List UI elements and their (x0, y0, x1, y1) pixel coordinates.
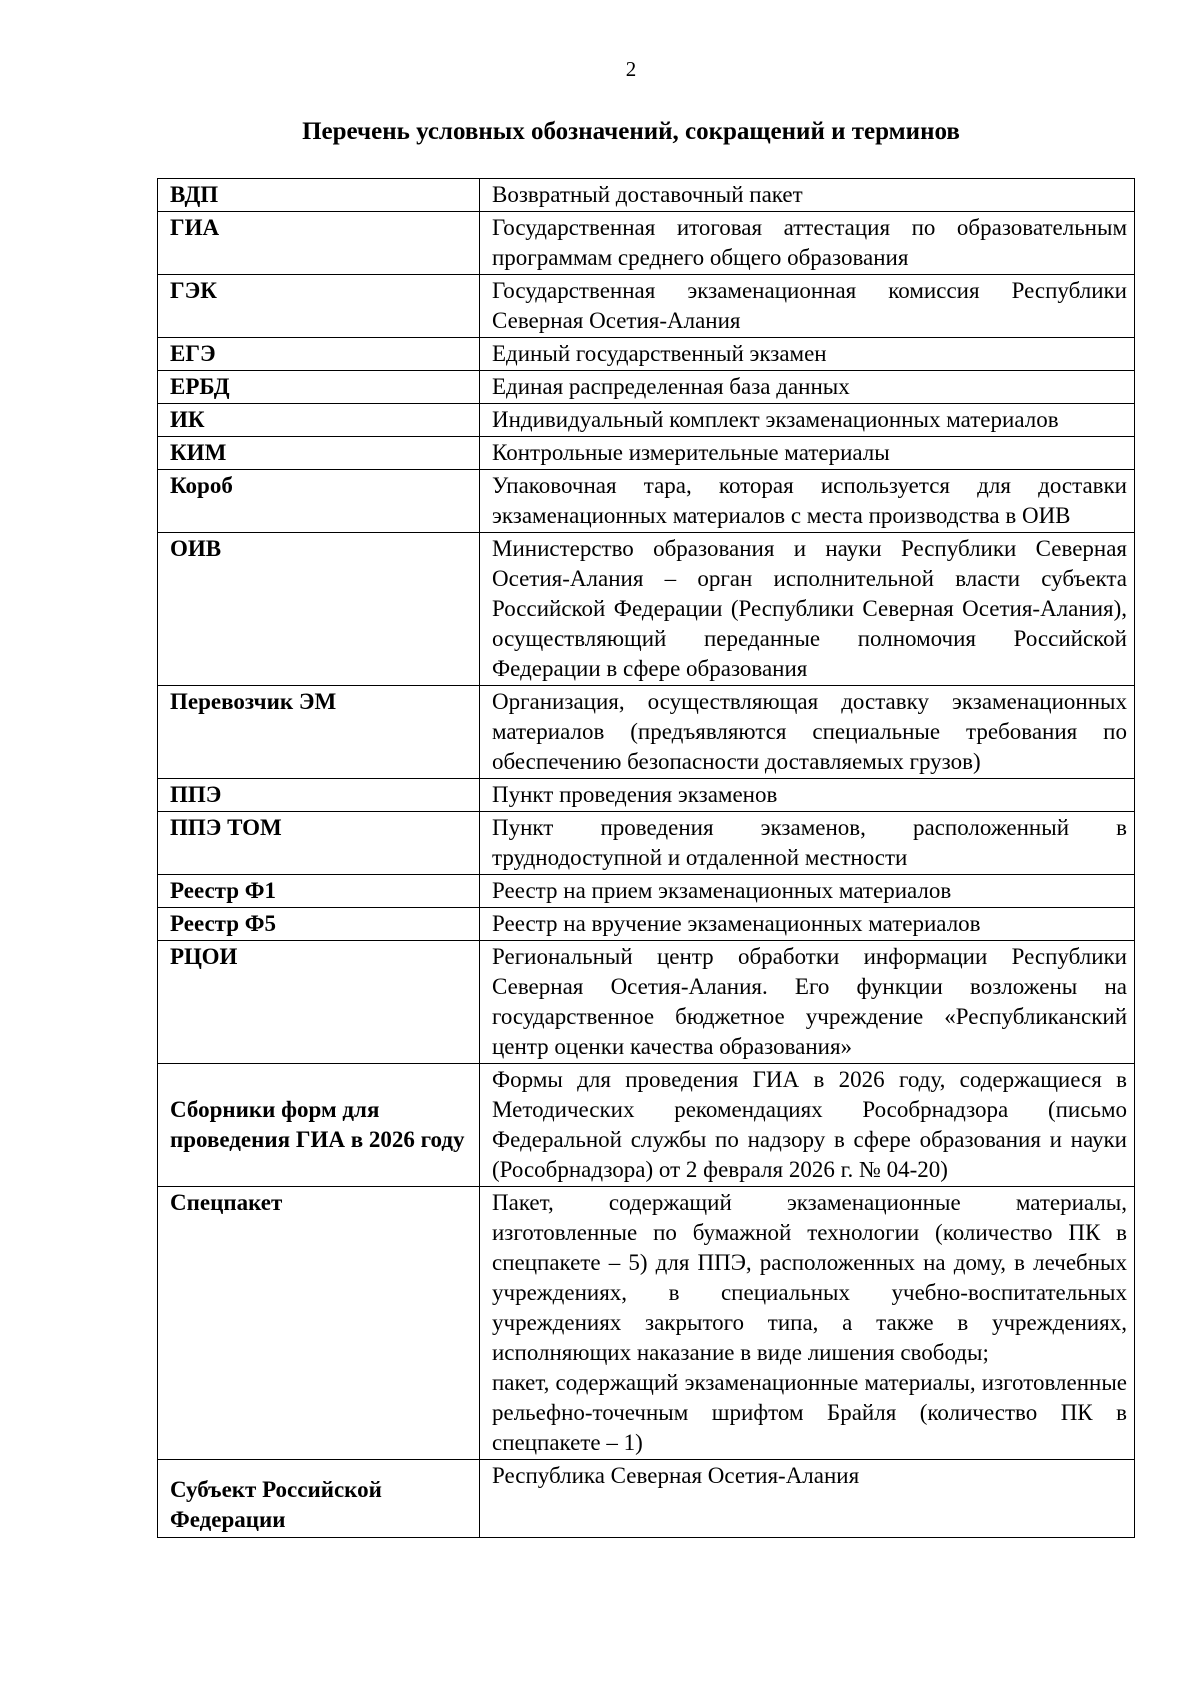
page-number: 2 (625, 57, 637, 81)
definition-cell: Пункт проведения экзаменов, расположенный в труднодоступной и отдаленной местности (480, 812, 1135, 875)
definition-cell (480, 1187, 1135, 1460)
document-title: Перечень условных обозначений, сокращений и терминов (302, 118, 960, 145)
table-row (158, 875, 1135, 908)
table-row (158, 404, 1135, 437)
table-row (158, 212, 1135, 275)
definition-cell: Пункт проведения экзаменов (480, 779, 1135, 812)
table-row (158, 812, 1135, 875)
term-cell: Реестр Ф5 (158, 908, 480, 941)
term-cell: ИК (158, 404, 480, 437)
table-row (158, 179, 1135, 212)
table-row (158, 371, 1135, 404)
table-row (158, 686, 1135, 779)
definition-cell: Республика Северная Осетия-Алания (480, 1460, 1135, 1538)
table-row (158, 275, 1135, 338)
term-cell: ГЭК (158, 275, 480, 338)
definition-cell: Формы для проведения ГИА в 2026 году, содержащиеся в Методических рекомендациях Рособрнадзора (письмо Федеральной службы по надзору в сфере образования и науки (Рособрнадзора) от 2 февраля 2026 г. № 04-20) (480, 1064, 1135, 1187)
definition-paragraph: Пакет, содержащий экзаменационные материалы, изготовленные по бумажной технологии (количество ПК в спецпакете – 5) для ППЭ, расположенных на дому, в лечебных учреждениях, в специальных учебно-воспитательных учреждениях закрытого типа, а также в учреждениях, исполняющих наказание в виде лишения свободы; (492, 1190, 1127, 1365)
term-cell: ППЭ ТОМ (158, 812, 480, 875)
table-row (158, 533, 1135, 686)
definition-cell: Единая распределенная база данных (480, 371, 1135, 404)
term-cell: КИМ (158, 437, 480, 470)
term-cell: Спецпакет (158, 1187, 480, 1460)
definition-paragraph: пакет, содержащий экзаменационные материалы, изготовленные рельефно-точечным шрифтом Брайля (количество ПК в спецпакете – 1) (492, 1370, 1127, 1455)
table-row (158, 1460, 1135, 1538)
definition-cell: Государственная итоговая аттестация по образовательным программам среднего общего образования (480, 212, 1135, 275)
definition-cell: Упаковочная тара, которая используется для доставки экзаменационных материалов с места производства в ОИВ (480, 470, 1135, 533)
table-row (158, 470, 1135, 533)
definition-cell: Реестр на вручение экзаменационных материалов (480, 908, 1135, 941)
term-cell: ГИА (158, 212, 480, 275)
term-cell: Перевозчик ЭМ (158, 686, 480, 779)
table-row (158, 779, 1135, 812)
term-text: Субъект Российской Федерации (170, 1477, 382, 1532)
definition-cell: Индивидуальный комплект экзаменационных материалов (480, 404, 1135, 437)
definition-cell: Региональный центр обработки информации Республики Северная Осетия-Алания. Его функции возложены на государственное бюджетное учреждение «Республиканский центр оценки качества образования» (480, 941, 1135, 1064)
term-cell: ОИВ (158, 533, 480, 686)
term-cell: Сборники форм для проведения ГИА в 2026 году (158, 1064, 480, 1187)
definition-cell: Организация, осуществляющая доставку экзаменационных материалов (предъявляются специальные требования по обеспечению безопасности доставляемых грузов) (480, 686, 1135, 779)
term-cell: Короб (158, 470, 480, 533)
table-row (158, 1187, 1135, 1460)
definition-cell: Возвратный доставочный пакет (480, 179, 1135, 212)
table-row (158, 1064, 1135, 1187)
term-cell: ППЭ (158, 779, 480, 812)
definition-cell: Государственная экзаменационная комиссия Республики Северная Осетия-Алания (480, 275, 1135, 338)
table-row (158, 338, 1135, 371)
term-cell: Реестр Ф1 (158, 875, 480, 908)
definition-cell: Контрольные измерительные материалы (480, 437, 1135, 470)
term-cell: РЦОИ (158, 941, 480, 1064)
term-cell (158, 1460, 480, 1538)
term-cell: ЕРБД (158, 371, 480, 404)
definition-cell: Министерство образования и науки Республики Северная Осетия-Алания – орган исполнительной власти субъекта Российской Федерации (Республики Северная Осетия-Алания), осуществляющий переданные полномочия Российской Федерации в сфере образования (480, 533, 1135, 686)
term-cell: ВДП (158, 179, 480, 212)
term-cell: ЕГЭ (158, 338, 480, 371)
definition-cell: Единый государственный экзамен (480, 338, 1135, 371)
terms-table (157, 178, 1135, 1538)
table-row (158, 941, 1135, 1064)
definition-cell: Реестр на прием экзаменационных материалов (480, 875, 1135, 908)
table-row (158, 437, 1135, 470)
table-row (158, 908, 1135, 941)
